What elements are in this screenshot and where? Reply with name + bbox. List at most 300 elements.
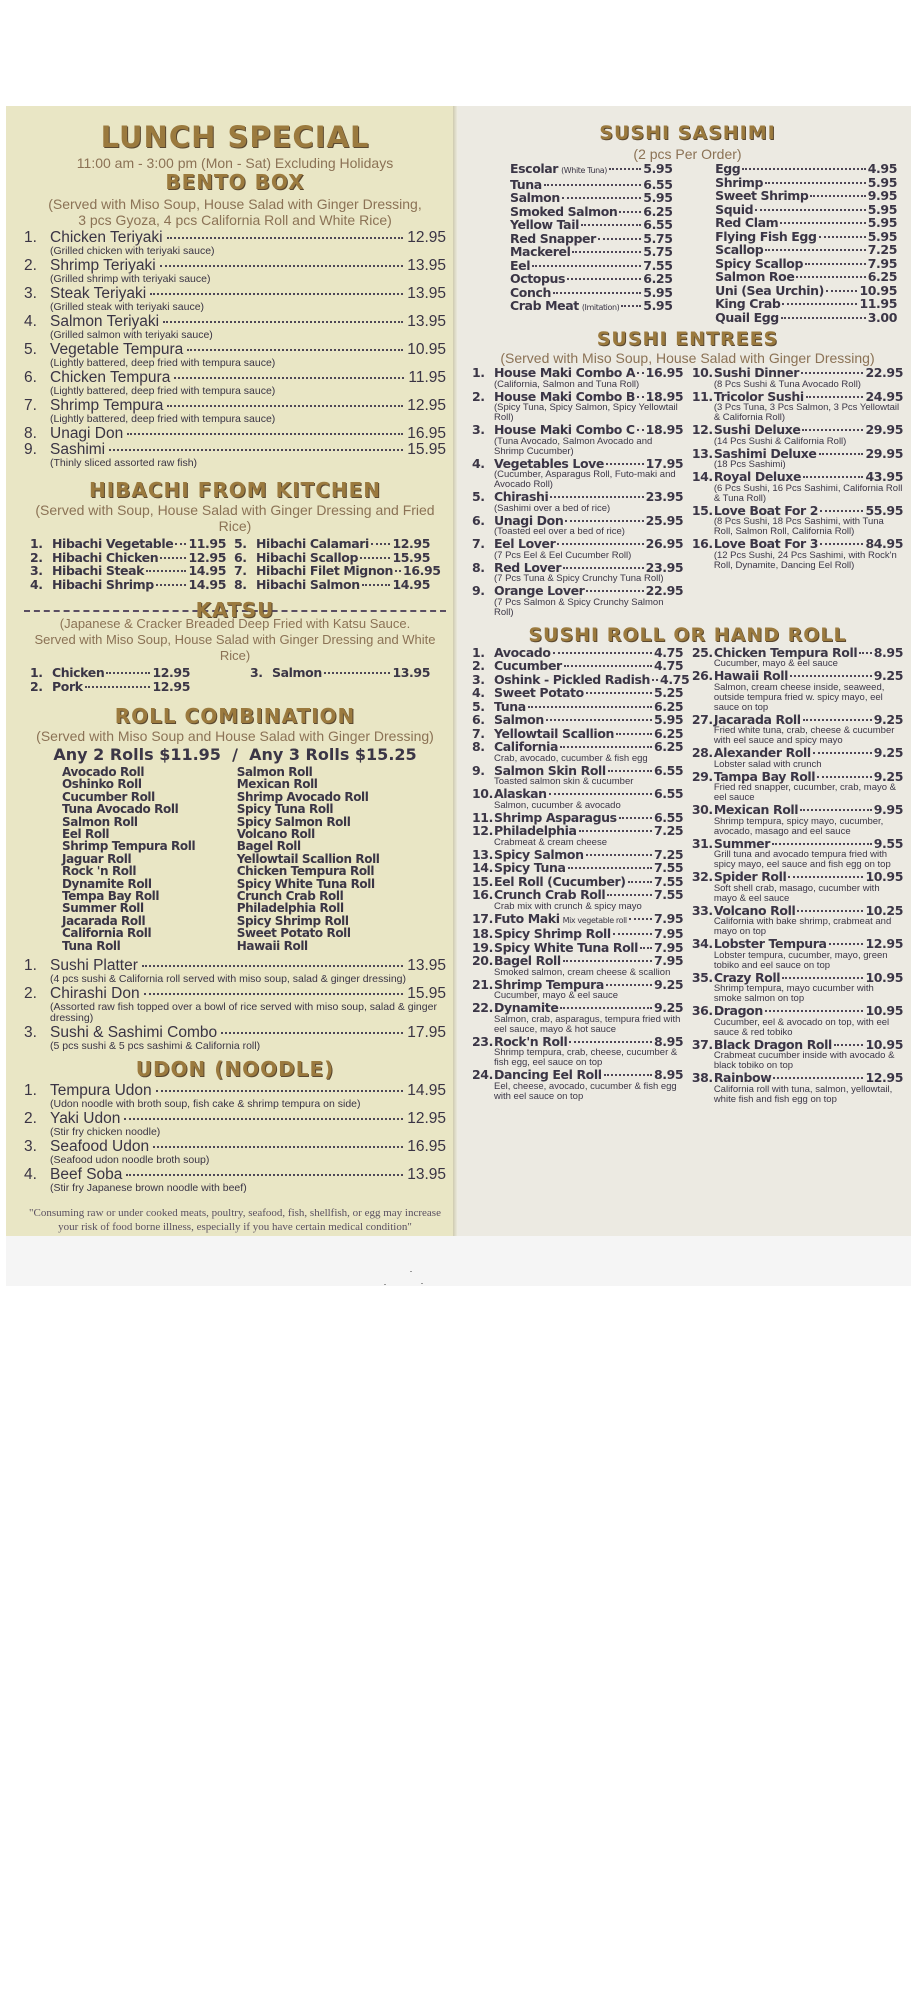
item-number: 9. — [472, 583, 485, 598]
menu-item — [715, 257, 897, 271]
dot-leader — [628, 881, 652, 883]
item-number: 11. — [691, 388, 713, 404]
item-number: 1. — [24, 229, 37, 246]
hand-roll-title: SUSHI ROLL OR HAND ROLL — [528, 623, 847, 646]
item-price: 7.95 — [653, 939, 684, 955]
menu-item — [24, 314, 446, 330]
menu-item — [24, 230, 446, 246]
item-price: 6.55 — [643, 176, 673, 192]
dot-leader — [598, 238, 641, 240]
dot-leader — [371, 543, 391, 545]
udon-title: UDON (NOODLE) — [135, 1057, 335, 1082]
item-name: Avocado — [494, 644, 551, 660]
dot-leader — [782, 977, 863, 979]
dot-leader — [324, 672, 391, 674]
menu-item — [24, 958, 446, 974]
menu-item — [30, 666, 190, 680]
dot-leader — [563, 567, 643, 569]
item-name: Spicy White Tuna Roll — [494, 939, 639, 955]
item-description: Fried red snapper, cucumber, crab, mayo & eel sauce — [713, 782, 896, 803]
item-description: Crab mix with crunch & spicy mayo — [494, 900, 642, 912]
menu-item — [30, 537, 226, 551]
dot-leader — [819, 453, 864, 455]
menu-item — [715, 243, 897, 257]
roll-choice: Spicy Salmon Roll — [236, 814, 351, 829]
item-number: 6. — [234, 549, 247, 565]
item-description: Cucumber, eel & avocado on top, with eel sauce & red tobiko — [713, 1016, 890, 1038]
item-name: Unagi Don — [50, 425, 124, 442]
sushi-entrees-note: (Served with Miso Soup, House Salad with Ginger Dressing) — [500, 350, 875, 366]
roll-choice: California Roll — [62, 926, 152, 941]
item-price: 13.95 — [407, 285, 446, 302]
menu-item — [692, 646, 903, 660]
item-description: (Udon noodle with broth soup, fish cake & shrimp tempura on side) — [50, 1098, 361, 1111]
menu-item — [472, 490, 683, 504]
menu-item — [692, 470, 903, 484]
menu-item — [472, 787, 683, 801]
hibachi-list — [24, 537, 446, 591]
menu-item — [472, 671, 690, 687]
item-name: Quail Egg — [715, 309, 779, 325]
item-name: Vegetables Love — [494, 455, 604, 471]
item-number: 4. — [472, 685, 485, 700]
dot-leader — [613, 933, 652, 935]
item-name: Love Boat For 2 — [713, 502, 819, 518]
dot-leader — [765, 182, 866, 184]
katsu-left-column — [30, 666, 190, 693]
katsu-note: (Japanese & Cracker Breaded Deep Fried with Katsu Sauce. — [59, 616, 411, 631]
item-name: Tuna — [494, 698, 526, 714]
menu-item — [24, 1111, 446, 1127]
item-number: 2. — [24, 1110, 37, 1128]
menu-item — [692, 770, 903, 784]
dot-leader — [144, 993, 404, 995]
hibachi-title: HIBACHI FROM KITCHEN — [88, 478, 382, 502]
menu-item — [510, 259, 673, 273]
item-name: Chirashi Don — [50, 985, 140, 1003]
item-name: Sushi Platter — [50, 957, 138, 975]
item-description: Salmon, cucumber & avocado — [494, 799, 621, 811]
dot-leader — [563, 960, 652, 962]
roll-choice: Tuna Roll — [62, 938, 121, 953]
item-name: Eel Roll (Cucumber) — [494, 873, 626, 889]
item-number: 38. — [691, 1070, 713, 1085]
item-number: 2. — [472, 658, 485, 673]
item-price: 16.95 — [407, 1138, 446, 1156]
item-number: 15. — [472, 873, 493, 889]
menu-item — [692, 366, 903, 380]
hibachi-left-column — [30, 537, 226, 591]
item-name: Sushi Deluxe — [713, 422, 801, 437]
item-name: Yellowtail Scallion — [494, 725, 615, 741]
item-number: 32. — [691, 869, 713, 884]
item-price: 9.95 — [867, 188, 897, 203]
item-price: 5.95 — [643, 284, 673, 300]
item-description: (Thinly sliced assorted raw fish) — [50, 457, 198, 469]
menu-item — [24, 442, 446, 458]
roll-choice: Chicken Tempura Roll — [236, 864, 375, 879]
item-price: 6.25 — [643, 271, 673, 286]
hand-roll-list — [472, 646, 903, 1105]
item-description: California with bake shrimp, crabmeat and mayo on top — [713, 916, 892, 937]
item-price: 6.25 — [653, 739, 684, 754]
menu-item — [30, 680, 190, 694]
dot-leader — [549, 793, 652, 795]
item-number: 15. — [691, 502, 713, 518]
item-name: Eel — [510, 257, 531, 273]
item-number: 10. — [472, 786, 493, 801]
menu-item — [692, 937, 903, 951]
item-price: 6.55 — [653, 809, 684, 825]
roll-choice: Rock 'n Roll — [62, 864, 137, 879]
menu-item — [692, 537, 903, 551]
menu-item — [692, 870, 903, 884]
dot-leader — [797, 910, 863, 912]
menu-item — [715, 189, 897, 203]
dot-leader — [619, 211, 641, 213]
menu-item — [234, 578, 430, 592]
item-description: (8 Pcs Sushi & Tuna Avocado Roll) — [713, 378, 861, 390]
roll-choice: Volcano Roll — [236, 827, 315, 842]
menu-item — [24, 1139, 446, 1155]
item-number: 22. — [472, 1000, 493, 1015]
dot-leader — [817, 776, 872, 778]
item-price: 12.95 — [152, 678, 190, 694]
menu-item — [30, 578, 226, 592]
speck — [410, 1271, 412, 1272]
item-price: 5.95 — [867, 228, 897, 244]
item-price: 26.95 — [645, 536, 684, 551]
item-name: Spicy Scallop — [715, 255, 804, 271]
menu-item — [24, 258, 446, 274]
menu-item — [692, 1071, 903, 1085]
dot-leader — [85, 686, 151, 688]
dot-leader — [579, 830, 652, 832]
hibachi-note: (Served with Soup, House Salad with Ginger Dressing and Fried Rice) — [35, 502, 435, 534]
menu-item — [472, 390, 683, 404]
menu-item — [30, 551, 226, 565]
menu-item — [692, 837, 903, 851]
menu-item — [24, 1167, 446, 1183]
menu-item — [472, 584, 683, 598]
item-description: (California, Salmon and Tuna Roll) — [494, 378, 640, 390]
item-price: 4.75 — [653, 658, 684, 673]
item-name: Yaki Udon — [50, 1110, 121, 1128]
item-price: 7.55 — [653, 873, 684, 889]
hand-roll-right-column — [692, 646, 903, 1105]
item-price: 13.95 — [407, 1166, 446, 1184]
dot-leader — [652, 679, 658, 681]
sushi-entrees-list — [472, 366, 903, 618]
item-price: 7.95 — [867, 255, 897, 271]
menu-item — [472, 764, 683, 778]
menu-item — [472, 824, 683, 838]
menu-item — [472, 848, 683, 862]
item-number: 27. — [691, 711, 713, 727]
item-number: 1. — [24, 957, 37, 975]
item-price: 9.25 — [873, 745, 903, 760]
dot-leader — [803, 719, 872, 721]
dot-leader — [796, 276, 865, 278]
roll-choice: Mexican Roll — [236, 777, 318, 792]
menu-item — [692, 390, 903, 404]
dot-leader — [568, 867, 652, 869]
item-name: Volcano Roll — [713, 902, 796, 918]
item-number: 9. — [24, 441, 37, 458]
menu-item — [715, 162, 897, 176]
menu-item — [510, 245, 673, 259]
item-price: 6.55 — [643, 217, 673, 232]
dot-leader — [160, 557, 186, 559]
item-description: Salmon, crab, asparagus, tempura fried with eel sauce, mayo & hot sauce — [494, 1013, 681, 1035]
item-number: 5. — [24, 341, 37, 358]
menu-item — [472, 537, 683, 551]
item-price: 7.25 — [653, 846, 684, 862]
dot-leader — [163, 321, 403, 323]
roll-choice: Spicy Shrimp Roll — [236, 913, 349, 928]
item-number: 8. — [472, 559, 485, 575]
dot-leader — [802, 429, 863, 431]
dot-leader — [553, 652, 652, 654]
item-description: (4 pcs sushi & California roll served with miso soup, salad & ginger dressing) — [50, 973, 406, 986]
item-price: 17.95 — [407, 1024, 446, 1042]
roll-choice: Bagel Roll — [236, 839, 301, 854]
item-number: 19. — [472, 939, 493, 955]
roll-choice: Oshinko Roll — [62, 777, 142, 792]
item-name: Beef Soba — [50, 1166, 123, 1184]
item-name: Hibachi Steak — [52, 563, 145, 578]
item-name: Dragon — [713, 1003, 763, 1018]
dot-leader — [362, 584, 391, 586]
item-price: 15.95 — [407, 441, 446, 458]
roll-choice: Cucumber Roll — [62, 789, 155, 804]
dot-leader — [109, 449, 403, 451]
item-price: 9.55 — [873, 835, 903, 851]
item-price: 7.95 — [653, 926, 684, 941]
dot-leader — [553, 292, 641, 294]
roll-combination-offer: Any 2 Rolls $11.95 / Any 3 Rolls $15.25 — [53, 745, 417, 764]
item-name: California — [494, 739, 558, 754]
item-price: 9.95 — [873, 802, 903, 817]
item-description: Salmon, cream cheese inside, seaweed, outside tempura fried w. spicy mayo, eel sauce on top — [713, 681, 885, 713]
item-number: 1. — [472, 365, 485, 380]
item-number: 29. — [691, 768, 713, 784]
roll-choice: Avocado Roll — [62, 765, 145, 779]
item-price: 6.55 — [653, 786, 684, 801]
item-description: Soft shell crab, masago, cucumber with mayo & eel sauce — [713, 882, 880, 904]
item-description: (Lightly battered, deep fried with tempura sauce) — [50, 385, 276, 397]
item-name: Escolar — [510, 161, 559, 176]
item-price: 18.95 — [645, 422, 684, 437]
item-name: Scallop — [715, 242, 764, 257]
menu-item — [692, 423, 903, 437]
menu-item — [472, 1068, 683, 1082]
menu-item — [472, 366, 683, 380]
item-price: 11.95 — [188, 536, 226, 551]
item-price: 5.75 — [643, 230, 673, 246]
roll-choice: Tempa Bay Roll — [62, 889, 160, 904]
item-number: 36. — [691, 1003, 713, 1018]
item-number: 4. — [24, 313, 37, 330]
item-price: 4.75 — [653, 644, 684, 660]
dot-leader — [782, 303, 857, 305]
item-name: Jacarada Roll — [713, 711, 801, 727]
dot-leader — [621, 305, 641, 307]
item-price: 10.95 — [865, 969, 903, 985]
item-number: 18. — [472, 926, 493, 941]
item-price: 6.25 — [867, 269, 897, 284]
item-number: 26. — [691, 668, 713, 683]
item-price: 6.25 — [653, 725, 684, 741]
item-description: (Grilled salmon with teriyaki sauce) — [50, 329, 213, 341]
menu-item — [234, 537, 430, 551]
menu-item — [472, 423, 683, 437]
item-price: 12.95 — [407, 1110, 446, 1128]
item-price: 12.95 — [865, 1070, 903, 1085]
dot-leader — [560, 746, 652, 748]
roll-choice: Eel Roll — [62, 827, 110, 842]
roll-choice: Tuna Avocado Roll — [62, 802, 179, 817]
item-description: (7 Pcs Salmon & Spicy Crunchy Salmon Roll) — [494, 596, 664, 618]
item-name: Shrimp Tempura — [50, 397, 164, 414]
item-description: (Lightly battered, deep fried with tempura sauce) — [50, 413, 276, 425]
item-number: 7. — [234, 563, 247, 578]
item-description: (Tuna Avocado, Salmon Avocado and Shrimp Cucumber) — [494, 435, 653, 457]
item-price: 8.95 — [653, 1033, 684, 1049]
dot-leader — [160, 265, 404, 267]
dot-leader — [609, 168, 641, 170]
menu-item — [510, 218, 673, 232]
bento-box-title: BENTO BOX — [165, 170, 305, 194]
item-name: Summer — [713, 835, 771, 851]
menu-item — [692, 971, 903, 985]
dot-leader — [565, 520, 643, 522]
item-number: 3. — [24, 1138, 37, 1156]
item-price: 22.95 — [865, 365, 903, 380]
katsu-list — [24, 666, 446, 693]
item-name: Orange Lover — [494, 583, 585, 598]
item-number: 24. — [472, 1067, 493, 1082]
combo-list — [24, 958, 446, 1052]
item-number: 3. — [30, 563, 43, 578]
item-number: 8. — [472, 739, 485, 754]
dot-leader — [806, 396, 864, 398]
menu-item — [472, 457, 683, 471]
item-price: 24.95 — [865, 388, 903, 404]
dot-leader — [637, 429, 644, 431]
dot-leader — [800, 809, 872, 811]
item-name: Chicken Tempura — [50, 369, 171, 386]
item-number: 4. — [472, 455, 485, 471]
item-name: House Maki Combo A — [494, 365, 636, 380]
item-name: Salmon Skin Roll — [494, 762, 606, 778]
menu-item — [24, 986, 446, 1002]
item-name: Crunch Crab Roll — [494, 887, 606, 902]
item-description: (Toasted eel over a bed of rice) — [494, 526, 625, 537]
item-number: 4. — [30, 576, 43, 592]
item-number: 30. — [691, 802, 713, 817]
item-description: Cucumber, mayo & eel sauce — [494, 990, 619, 1001]
dot-leader — [569, 1041, 652, 1043]
dot-leader — [572, 251, 641, 253]
item-description: Smoked salmon, cream cheese & scallion — [494, 966, 671, 978]
menu-item — [692, 669, 903, 683]
item-name: Shrimp Asparagus — [494, 809, 617, 825]
hibachi-right-column — [234, 536, 441, 592]
item-price: 29.95 — [865, 422, 903, 437]
item-number: 6. — [472, 712, 485, 727]
item-description: (Seafood udon noodle broth soup) — [50, 1154, 210, 1167]
item-name: Shrimp Teriyaki — [50, 257, 156, 274]
item-description: (Grilled chicken with teriyaki sauce) — [50, 245, 215, 257]
dot-leader — [395, 570, 401, 572]
item-name: Alexander Roll — [713, 745, 811, 760]
item-description: Lobster tempura, cucumber, mayo, green tobiko and eel sauce on top — [713, 949, 888, 971]
item-description: (14 Pcs Sushi & California Roll) — [713, 435, 847, 447]
dot-leader — [532, 265, 641, 267]
item-number: 2. — [472, 388, 485, 404]
item-price: 5.95 — [867, 174, 897, 190]
item-number: 7. — [472, 725, 485, 741]
item-price: 14.95 — [407, 1082, 446, 1100]
item-price: 9.25 — [873, 668, 903, 683]
item-description: Cucumber, mayo & eel sauce — [713, 658, 838, 669]
item-name: Dancing Eel Roll — [494, 1067, 602, 1082]
hand-roll-left-column — [472, 644, 690, 1105]
dot-leader — [781, 317, 866, 319]
item-name: Shrimp Tempura — [494, 976, 604, 992]
dot-leader — [560, 1007, 652, 1009]
sushi-sashimi-title: SUSHI SASHIMI — [599, 122, 776, 144]
sushi-sashimi-list — [472, 162, 903, 324]
dot-leader — [360, 557, 390, 559]
item-name: Squid — [715, 201, 754, 217]
item-description: (Stir fry chicken noodle) — [50, 1126, 161, 1139]
dot-leader — [606, 984, 652, 986]
dot-leader — [127, 433, 403, 435]
item-price: 16.95 — [407, 425, 446, 442]
item-description: (Cucumber, Asparagus Roll, Futo-maki and Avocado Roll) — [494, 469, 676, 490]
item-description: (5 pcs sushi & 5 pcs sashimi & California roll) — [50, 1040, 261, 1053]
dot-leader — [629, 918, 652, 920]
scan-bottom-margin — [6, 1236, 911, 1286]
item-name: Lobster Tempura — [713, 936, 827, 951]
item-description: (12 Pcs Sushi, 24 Pcs Sashimi, with Rock'n Roll, Dynamite, Dancing Eel Roll) — [713, 549, 897, 571]
item-price: 18.95 — [645, 388, 684, 404]
item-name: Red Lover — [494, 559, 562, 575]
item-number: 12. — [472, 823, 493, 838]
roll-choice: Jacarada Roll — [62, 913, 146, 928]
item-number: 7. — [472, 536, 485, 551]
item-number: 9. — [472, 762, 485, 778]
item-name: Dynamite — [494, 1000, 559, 1015]
item-description: (3 Pcs Tuna, 3 Pcs Salmon, 3 Pcs Yellowtail & California Roll) — [713, 402, 900, 423]
item-description: (7 Pcs Tuna & Spicy Crunchy Tuna Roll) — [494, 573, 664, 584]
item-name: Red Snapper — [510, 230, 596, 246]
lunch-hours: 11:00 am - 3:00 pm (Mon - Sat) Excluding Holidays — [76, 155, 394, 171]
item-name: Octopus — [510, 271, 566, 286]
item-name: Spicy Tuna — [494, 860, 566, 875]
menu-item — [234, 551, 430, 565]
menu-item — [30, 564, 226, 578]
item-name: Chicken Tempura Roll — [713, 644, 858, 660]
dot-leader — [153, 1146, 403, 1148]
item-number: 5. — [234, 536, 247, 551]
item-price: 17.95 — [645, 455, 684, 471]
menu-item — [472, 1035, 683, 1049]
dot-leader — [820, 510, 863, 512]
roll-choice: Sweet Potato Roll — [236, 926, 351, 941]
